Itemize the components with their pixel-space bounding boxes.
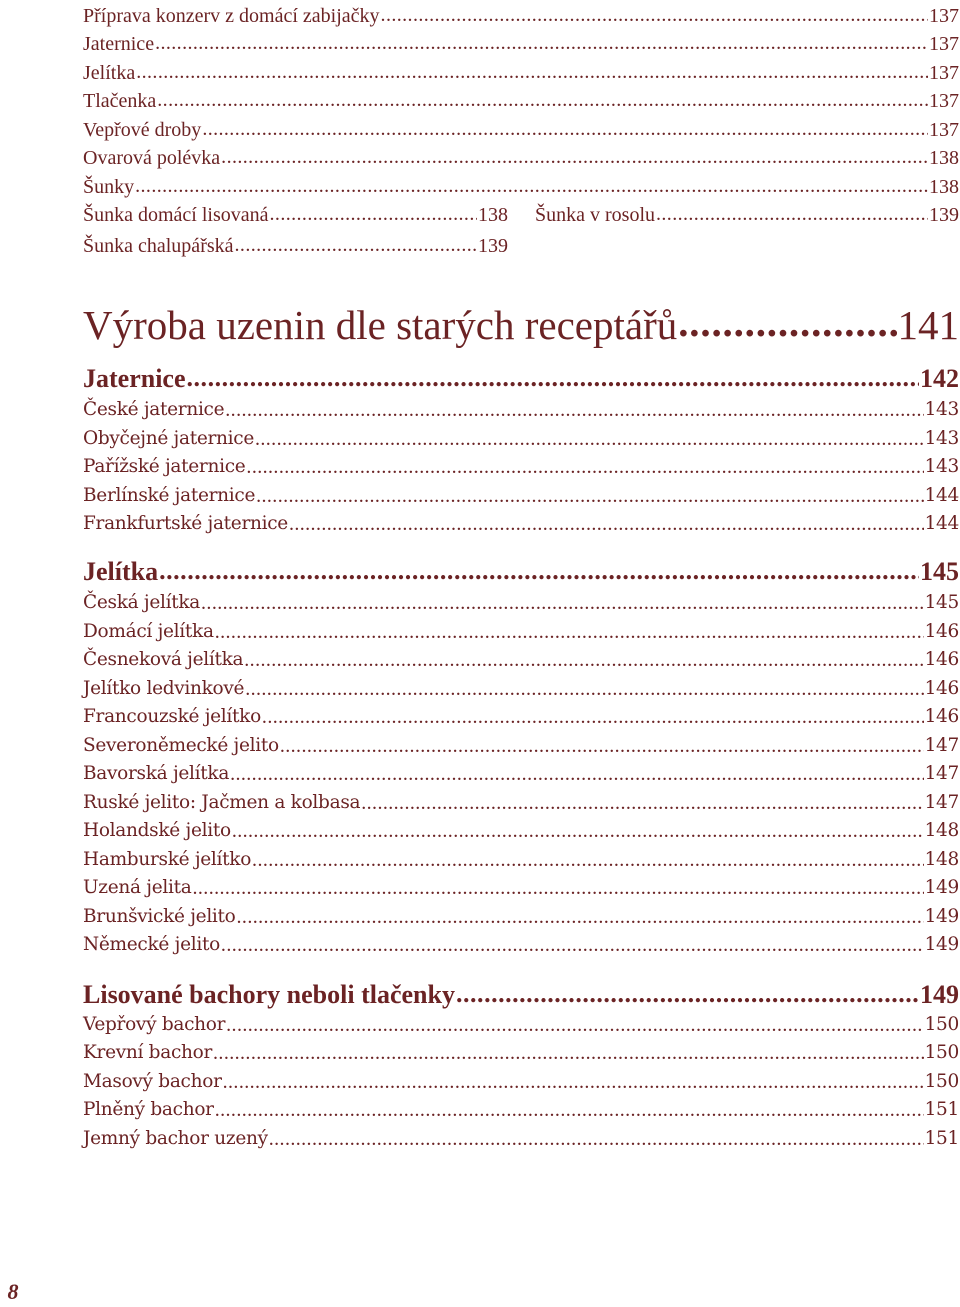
toc-entry	[83, 60, 959, 86]
toc-entry	[83, 789, 959, 817]
entry-title: Česneková jelítka	[83, 649, 244, 670]
entry-title: Hamburské jelítko	[83, 849, 252, 870]
leader-dots	[256, 482, 923, 510]
leader-dots	[159, 555, 919, 589]
leader-dots	[221, 931, 924, 959]
toc-entry	[83, 874, 959, 902]
entry-title: Německé jelito	[83, 934, 220, 955]
leader-dots	[215, 1096, 924, 1124]
entry-page: 150	[924, 1014, 959, 1035]
entry-title: Jelítka	[83, 62, 136, 84]
toc-entry	[83, 732, 959, 760]
entry-page: 144	[924, 485, 959, 506]
toc-entry	[83, 174, 959, 200]
toc-entry	[83, 618, 959, 646]
toc-entry	[83, 931, 959, 959]
section-heading	[83, 555, 959, 589]
entry-page: 149	[924, 934, 959, 955]
leader-dots	[262, 703, 924, 731]
toc-entry	[83, 31, 959, 57]
leader-dots	[678, 300, 896, 350]
toc-entry	[83, 817, 959, 845]
leader-dots	[202, 117, 928, 143]
entry-page: 148	[924, 820, 959, 841]
toc-entry	[83, 1125, 959, 1153]
entry-page: 137	[929, 90, 959, 112]
toc-entry	[83, 1068, 959, 1096]
leader-dots	[656, 202, 928, 228]
leader-dots	[135, 174, 928, 200]
leader-dots	[280, 732, 924, 760]
toc-entry	[535, 202, 959, 228]
entry-title: Brunšvické jelito	[83, 906, 236, 927]
entry-page: 147	[924, 763, 959, 784]
entry-title: Šunka chalupářská	[83, 235, 234, 257]
leader-dots	[221, 145, 928, 171]
chapter-page: 141	[897, 302, 959, 348]
toc-entry	[83, 202, 508, 228]
toc-entry	[83, 396, 959, 424]
toc-entry	[83, 846, 959, 874]
toc-entry	[83, 233, 508, 259]
entry-page: 143	[924, 399, 959, 420]
entry-page: 145	[924, 592, 959, 613]
leader-dots	[456, 978, 919, 1012]
section-title: Jelítka	[83, 557, 159, 586]
entry-page: 146	[924, 706, 959, 727]
entry-page: 146	[924, 678, 959, 699]
toc-entry	[83, 703, 959, 731]
leader-dots	[193, 874, 924, 902]
entry-page: 150	[924, 1071, 959, 1092]
entry-title: Šunky	[83, 176, 135, 198]
leader-dots	[244, 646, 923, 674]
toc-entry	[83, 425, 959, 453]
section-title: Lisované bachory neboli tlačenky	[83, 980, 455, 1009]
entry-page: 146	[924, 649, 959, 670]
toc-entry	[83, 1096, 959, 1124]
toc-entry	[83, 510, 959, 538]
entry-title: Česká jelítka	[83, 592, 201, 613]
entry-title: Jemný bachor uzený	[83, 1128, 268, 1149]
toc-entry	[83, 453, 959, 481]
leader-dots	[255, 425, 924, 453]
entry-page: 143	[924, 428, 959, 449]
toc-entry	[83, 903, 959, 931]
entry-title: Příprava konzerv z domácí zabijačky	[83, 5, 380, 27]
entry-page: 149	[924, 877, 959, 898]
section-heading	[83, 362, 959, 396]
entry-title: Holandské jelito	[83, 820, 231, 841]
entry-title: Tlačenka	[83, 90, 157, 112]
entry-title: Krevní bachor	[83, 1042, 213, 1063]
leader-dots	[157, 88, 928, 114]
entry-page: 151	[924, 1128, 959, 1149]
entry-title: Jaternice	[83, 33, 155, 55]
entry-title: Ovarová polévka	[83, 147, 221, 169]
entry-page: 137	[929, 119, 959, 141]
entry-title: Obyčejné jaternice	[83, 428, 254, 449]
leader-dots	[201, 589, 924, 617]
entry-page: 138	[929, 147, 959, 169]
chapter-heading	[83, 300, 959, 350]
leader-dots	[213, 1039, 924, 1067]
toc-entry	[83, 646, 959, 674]
leader-dots	[136, 60, 928, 86]
leader-dots	[215, 618, 924, 646]
entry-page: 148	[924, 849, 959, 870]
toc-entry	[83, 1039, 959, 1067]
entry-title: Jelítko ledvinkové	[83, 678, 245, 699]
toc-entry	[83, 675, 959, 703]
entry-page: 137	[929, 33, 959, 55]
leader-dots	[223, 1068, 924, 1096]
leader-dots	[270, 202, 477, 228]
toc-entry	[83, 3, 959, 29]
entry-title: Frankfurtské jaternice	[83, 513, 288, 534]
toc-entry	[83, 589, 959, 617]
leader-dots	[230, 760, 924, 788]
section-heading	[83, 978, 959, 1012]
leader-dots	[245, 675, 923, 703]
entry-page: 146	[924, 621, 959, 642]
entry-page: 138	[929, 176, 959, 198]
entry-title: Plněný bachor	[83, 1099, 214, 1120]
entry-page: 149	[924, 906, 959, 927]
toc-entry	[83, 145, 959, 171]
leader-dots	[225, 396, 923, 424]
leader-dots	[381, 3, 928, 29]
entry-title: Vepřové droby	[83, 119, 202, 141]
leader-dots	[237, 903, 924, 931]
entry-page: 147	[924, 735, 959, 756]
entry-title: Šunka domácí lisovaná	[83, 204, 269, 226]
section-page: 142	[920, 364, 959, 393]
toc-entry	[83, 88, 959, 114]
section-page: 149	[920, 980, 959, 1009]
entry-page: 144	[924, 513, 959, 534]
entry-page: 151	[924, 1099, 959, 1120]
toc-entry	[83, 1011, 959, 1039]
leader-dots	[361, 789, 923, 817]
leader-dots	[235, 233, 477, 259]
entry-title: Domácí jelítka	[83, 621, 214, 642]
entry-title: Vepřový bachor	[83, 1014, 226, 1035]
leader-dots	[269, 1125, 924, 1153]
entry-title: Severoněmecké jelito	[83, 735, 279, 756]
leader-dots	[226, 1011, 923, 1039]
entry-title: Šunka v rosolu	[535, 204, 655, 226]
entry-title: Bavorská jelítka	[83, 763, 230, 784]
leader-dots	[187, 362, 919, 396]
leader-dots	[252, 846, 924, 874]
leader-dots	[246, 453, 923, 481]
toc-entry	[83, 760, 959, 788]
entry-title: Francouzské jelítko	[83, 706, 261, 727]
section-page: 145	[920, 557, 959, 586]
toc-entry	[83, 482, 959, 510]
entry-title: Pařížské jaternice	[83, 456, 246, 477]
entry-title: Berlínské jaternice	[83, 485, 256, 506]
entry-page: 137	[929, 62, 959, 84]
entry-page: 139	[929, 204, 959, 226]
entry-page: 143	[924, 456, 959, 477]
chapter-title: Výroba uzenin dle starých receptářů	[83, 302, 678, 348]
page-number: 8	[7, 1279, 19, 1304]
leader-dots	[232, 817, 924, 845]
entry-page: 138	[478, 204, 508, 226]
entry-page: 137	[929, 5, 959, 27]
entry-page: 150	[924, 1042, 959, 1063]
leader-dots	[155, 31, 928, 57]
entry-page: 139	[478, 235, 508, 257]
entry-page: 147	[924, 792, 959, 813]
toc-entry	[83, 117, 959, 143]
entry-title: České jaternice	[83, 399, 225, 420]
section-title: Jaternice	[83, 364, 186, 393]
entry-title: Uzená jelita	[83, 877, 192, 898]
entry-title: Ruské jelito: Jačmen a kolbasa	[83, 792, 361, 813]
entry-title: Masový bachor	[83, 1071, 222, 1092]
leader-dots	[289, 510, 924, 538]
